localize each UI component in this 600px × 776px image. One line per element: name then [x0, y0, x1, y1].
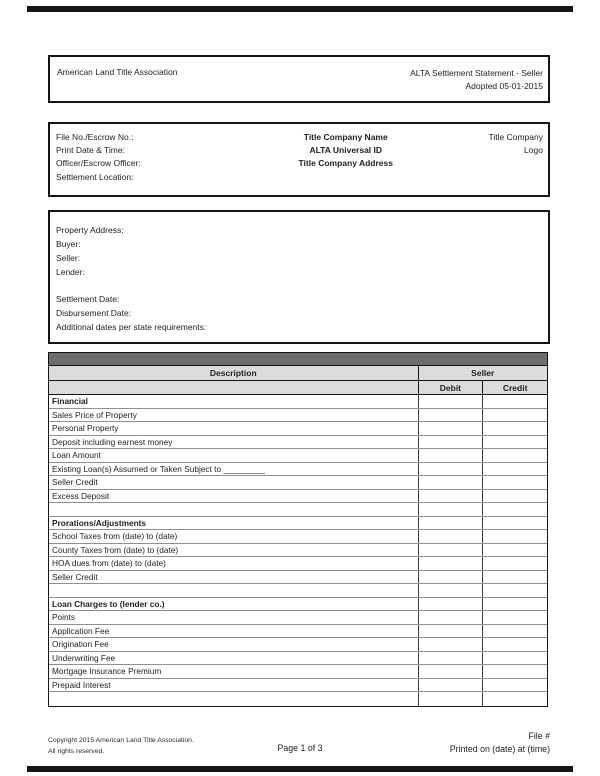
spacer: [56, 279, 543, 292]
credit-cell: [482, 530, 547, 543]
property-info-box: [48, 210, 550, 344]
row-label: County Taxes from (date) to (date): [52, 544, 179, 555]
adopted-date: Adopted 05-01-2015: [465, 81, 543, 91]
table-row: [49, 409, 547, 423]
debit-cell: [418, 395, 483, 408]
association-name: American Land Title Association: [57, 67, 178, 77]
table-row: [49, 598, 547, 612]
row-label: Prepaid Interest: [52, 679, 111, 690]
table-row: [49, 449, 547, 463]
print-date-label: Print Date & Time:: [56, 145, 125, 156]
credit-cell: [482, 679, 547, 692]
debit-cell: [418, 544, 483, 557]
alta-universal-id: ALTA Universal ID: [309, 145, 383, 156]
credit-cell: [482, 395, 547, 408]
credit-cell: [482, 598, 547, 611]
debit-cell: [418, 692, 483, 706]
credit-cell: [482, 449, 547, 462]
row-label: Application Fee: [52, 625, 110, 636]
credit-cell: [482, 584, 547, 597]
credit-cell: [482, 625, 547, 638]
table-row: [49, 436, 547, 450]
alta-header-box: [48, 55, 550, 103]
row-label: Prorations/Adjustments: [52, 517, 147, 528]
table-row: [49, 422, 547, 436]
title-company-block: [256, 131, 436, 195]
row-label: Loan Charges to (lender co.): [52, 598, 165, 609]
credit-cell: [482, 692, 547, 706]
debit-cell: [418, 611, 483, 624]
debit-cell: [418, 571, 483, 584]
table-header-row-1: [49, 366, 547, 381]
page-bottom-rule: [27, 766, 573, 772]
print-info-block: [450, 730, 550, 756]
debit-cell: [418, 679, 483, 692]
additional-dates-label: Additional dates per state requirements:: [56, 322, 207, 332]
title-company-name: Title Company Name: [303, 132, 388, 142]
title-company-logo-block: [436, 131, 543, 195]
row-label: Excess Deposit: [52, 490, 110, 501]
credit-cell: [482, 422, 547, 435]
row-label: School Taxes from (date) to (date): [52, 531, 178, 541]
settlement-location-label: Settlement Location:: [56, 171, 134, 182]
row-label: [49, 584, 418, 597]
debit-cell: [418, 517, 483, 530]
table-row: [49, 463, 547, 477]
printed-on: Printed on (date) at (time): [449, 744, 550, 754]
credit-cell: [482, 436, 547, 449]
table-row: [49, 584, 547, 598]
debit-cell: [418, 638, 483, 651]
table-row: [49, 395, 547, 409]
row-label: Sales Price of Property: [52, 409, 137, 420]
credit-cell: [482, 611, 547, 624]
table-top-band: [49, 353, 547, 366]
row-label: [49, 503, 418, 516]
row-label: Existing Loan(s) Assumed or Taken Subject to _________: [52, 463, 265, 474]
settlement-table: [48, 352, 548, 707]
debit-cell: [418, 652, 483, 665]
debit-cell: [418, 665, 483, 678]
page-top-rule: [27, 6, 573, 12]
credit-cell: [482, 557, 547, 570]
title-company-address: Title Company Address: [298, 158, 393, 169]
table-row: [49, 490, 547, 504]
debit-cell: [418, 503, 483, 516]
seller-label: Seller:: [56, 253, 81, 263]
copyright-line-1: Copyright 2015 American Land Title Association.: [48, 737, 194, 744]
table-row: [49, 517, 547, 531]
page-number: Page 1 of 3: [277, 743, 323, 753]
table-body: [49, 395, 547, 706]
row-label: Personal Property: [52, 423, 119, 433]
disbursement-date-label: Disbursement Date:: [56, 308, 132, 318]
table-row: [49, 476, 547, 490]
table-row: [49, 665, 547, 679]
table-row: [49, 611, 547, 625]
debit-cell: [418, 598, 483, 611]
debit-cell: [418, 449, 483, 462]
file-labels: [56, 131, 256, 195]
table-row: [49, 557, 547, 571]
table-row: [49, 652, 547, 666]
table-row: [49, 679, 547, 693]
lender-label: Lender:: [56, 267, 85, 277]
debit-cell: [418, 476, 483, 489]
copyright-line-2: All rights reserved.: [48, 747, 105, 755]
debit-cell: [418, 584, 483, 597]
buyer-label: Buyer:: [56, 239, 81, 249]
row-label: Origination Fee: [52, 639, 109, 649]
row-label: HOA dues from (date) to (date): [52, 558, 166, 568]
debit-cell: [418, 463, 483, 476]
credit-cell: [482, 571, 547, 584]
debit-cell: [418, 530, 483, 543]
file-no-label: File No./Escrow No.:: [56, 132, 134, 142]
credit-cell: [482, 409, 547, 422]
table-row: [49, 544, 547, 558]
file-info-box: [48, 122, 550, 197]
credit-cell: [482, 463, 547, 476]
table-row: [49, 530, 547, 544]
debit-cell: [418, 625, 483, 638]
credit-cell: [482, 544, 547, 557]
debit-cell: [418, 557, 483, 570]
table-row: [49, 571, 547, 585]
blank-header-cell: [49, 381, 418, 394]
row-label: Loan Amount: [52, 450, 101, 460]
row-label: Seller Credit: [52, 477, 98, 487]
debit-cell: [418, 436, 483, 449]
table-row: [49, 625, 547, 639]
credit-cell: [482, 665, 547, 678]
logo-line-1: Title Company: [488, 132, 543, 142]
credit-cell: [482, 503, 547, 516]
row-label: Financial: [52, 396, 88, 406]
debit-cell: [418, 409, 483, 422]
table-row: [49, 503, 547, 517]
credit-cell: [482, 490, 547, 503]
settlement-date-label: Settlement Date:: [56, 294, 120, 304]
logo-line-2: Logo: [524, 145, 543, 156]
table-row: [49, 638, 547, 652]
credit-cell: [482, 517, 547, 530]
table-header-row-2: [49, 381, 547, 395]
credit-cell: [482, 652, 547, 665]
table-row: [49, 692, 547, 706]
row-label: Deposit including earnest money: [52, 436, 173, 447]
row-label: Seller Credit: [52, 571, 98, 582]
file-ref: File #: [528, 731, 550, 741]
debit-header: Debit: [418, 381, 483, 394]
credit-cell: [482, 638, 547, 651]
statement-title: ALTA Settlement Statement - Seller: [410, 68, 543, 78]
property-address-label: Property Address:: [56, 225, 124, 235]
statement-title-block: [410, 67, 543, 101]
officer-label: Officer/Escrow Officer:: [56, 158, 141, 169]
description-header: Description: [209, 368, 257, 378]
credit-header: Credit: [482, 381, 547, 394]
debit-cell: [418, 422, 483, 435]
row-label: Points: [52, 612, 76, 622]
row-label: [49, 692, 418, 706]
debit-cell: [418, 490, 483, 503]
credit-cell: [482, 476, 547, 489]
row-label: Mortgage Insurance Premium: [52, 666, 162, 676]
row-label: Underwriting Fee: [52, 652, 116, 663]
seller-group-header: Seller: [418, 366, 547, 380]
